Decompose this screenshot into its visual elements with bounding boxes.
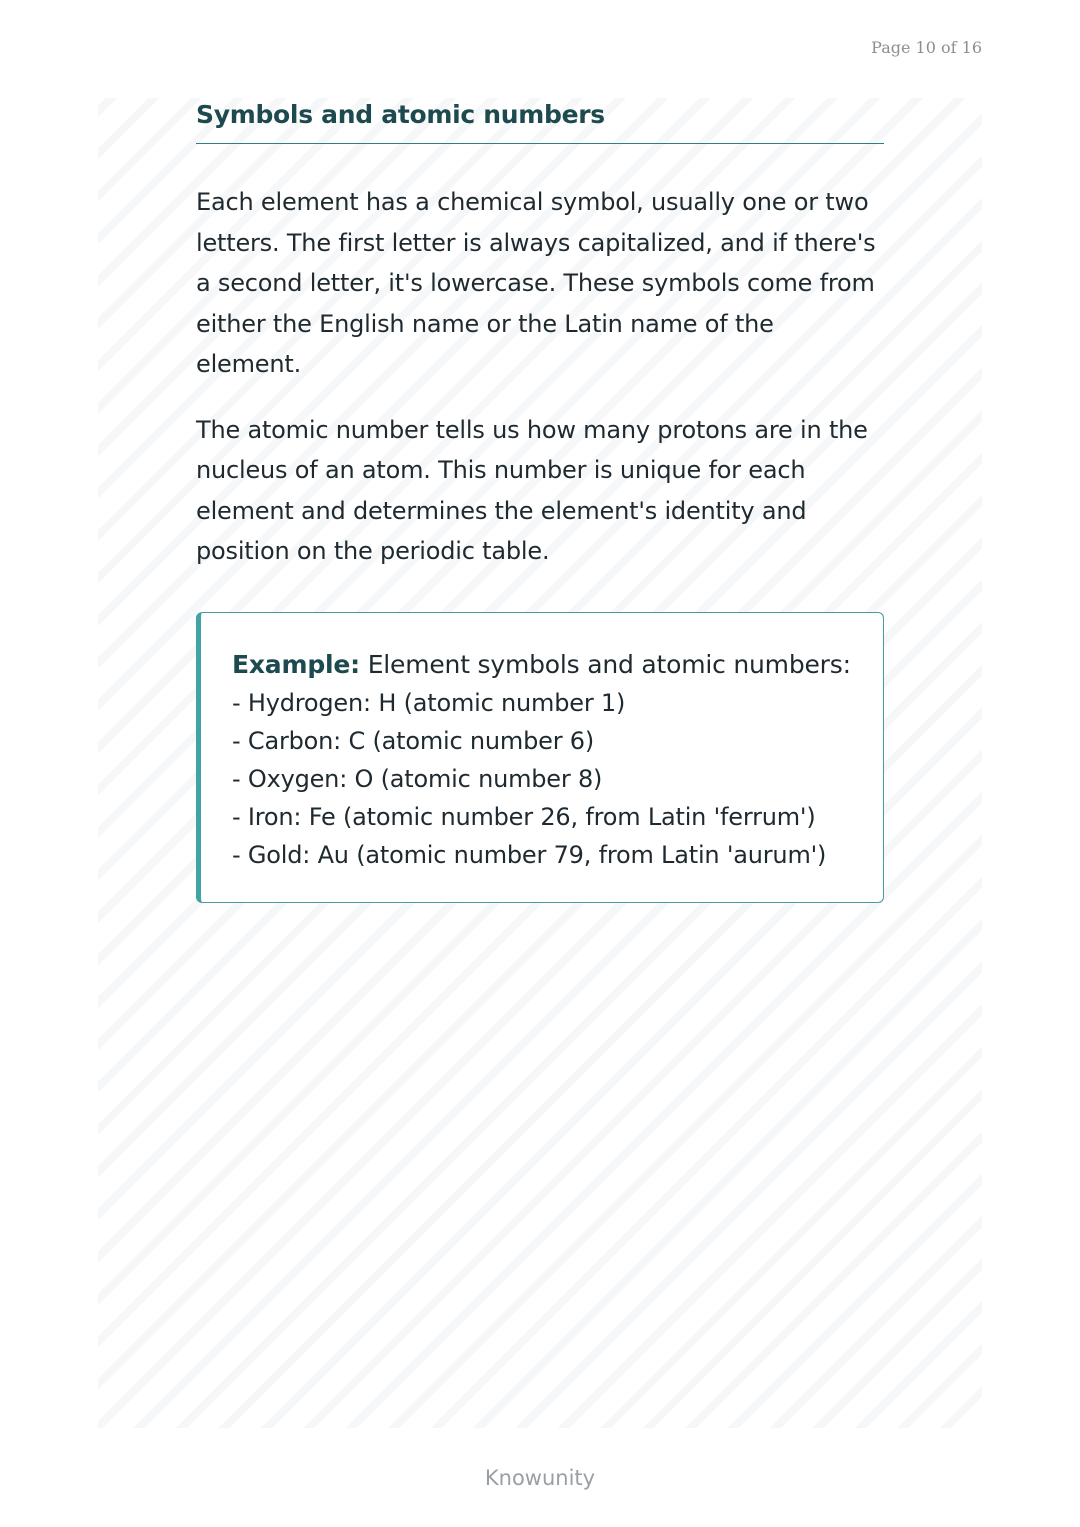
page-content	[196, 100, 884, 903]
footer-brand: Knowunity	[484, 1466, 596, 1490]
example-box	[196, 612, 884, 903]
example-intro: Element symbols and atomic numbers:	[359, 649, 851, 679]
example-list	[232, 684, 863, 874]
example-item-oxygen: - Oxygen: O (atomic number 8)	[232, 764, 603, 793]
example-item-gold: - Gold: Au (atomic number 79, from Latin 'aurum')	[232, 840, 827, 869]
paragraph-chemical-symbols: Each element has a chemical symbol, usually one or two letters. The first letter is always capitalized, and if there's a second letter, it's lowercase. These symbols come from either the English name or the Latin name of the element.	[196, 188, 876, 378]
example-item-iron: - Iron: Fe (atomic number 26, from Latin 'ferrum')	[232, 802, 816, 831]
paragraph-atomic-number: The atomic number tells us how many protons are in the nucleus of an atom. This number is unique for each element and determines the element's identity and position on the periodic table.	[196, 415, 868, 565]
example-item-hydrogen: - Hydrogen: H (atomic number 1)	[232, 688, 626, 717]
example-label: Example:	[232, 649, 360, 679]
example-heading	[232, 646, 863, 684]
example-item-carbon: - Carbon: C (atomic number 6)	[232, 726, 595, 755]
page-number: Page 10 of 16	[871, 38, 982, 57]
section-title: Symbols and atomic numbers	[196, 100, 884, 144]
